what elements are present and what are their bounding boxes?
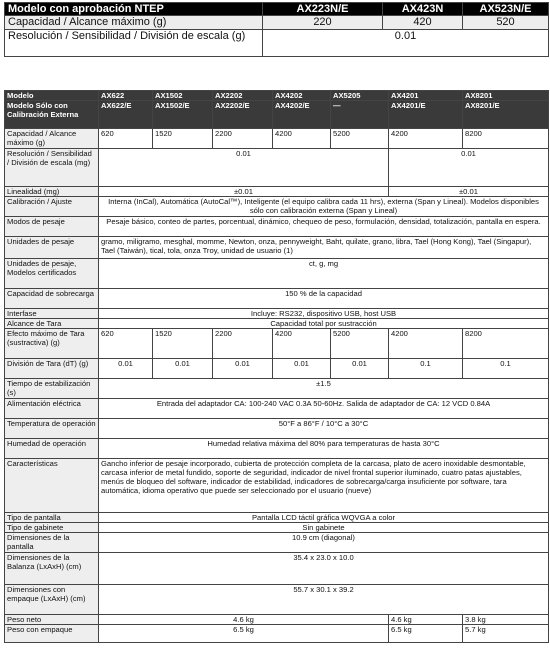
spec-tare-div-value: 0.01 — [153, 359, 213, 379]
spec-humidity-label: Humedad de operación — [5, 439, 99, 459]
spec-power-label: Alimentación eléctrica — [5, 399, 99, 419]
spec-bal-dim-value: 35.4 x 23.0 x 10.0 — [99, 553, 549, 585]
ntep-capacity-row — [5, 16, 549, 30]
spec-ext-row — [5, 101, 549, 129]
spec-interface-row — [5, 309, 549, 319]
spec-gross-value: 6.5 kg — [389, 625, 463, 643]
spec-capacity-value: 5200 — [331, 129, 389, 149]
spec-pack-dim-label: Dimensiones con empaque (LxAxH) (cm) — [5, 585, 99, 615]
spec-disp-dim-value: 10.9 cm (diagonal) — [99, 533, 549, 553]
spec-tare-row — [5, 319, 549, 329]
spec-capacity-value: 4200 — [273, 129, 331, 149]
ntep-header-row — [5, 3, 549, 16]
spec-tare-label: Alcance de Tara — [5, 319, 99, 329]
spec-capacity-value: 620 — [99, 129, 153, 149]
spec-overload-label: Capacidad de sobrecarga — [5, 289, 99, 309]
spec-net-label: Peso neto — [5, 615, 99, 625]
spec-display-label: Tipo de pantalla — [5, 513, 99, 523]
spec-features-label: Características — [5, 459, 99, 513]
spec-linearity-row — [5, 187, 549, 197]
spec-ext-model: AX1502/E — [153, 101, 213, 129]
spec-cabinet-value: Sin gabinete — [99, 523, 549, 533]
spec-gross-label: Peso con empaque — [5, 625, 99, 643]
spec-net-value: 4.6 kg — [99, 615, 389, 625]
spec-temp-row — [5, 419, 549, 439]
spec-resolution-value: 0.01 — [99, 149, 389, 187]
spec-tare-div-label: División de Tara (dT) (g) — [5, 359, 99, 379]
spec-pack-dim-row — [5, 585, 549, 615]
spec-tare-max-value: 5200 — [331, 329, 389, 359]
spec-tare-max-value: 1520 — [153, 329, 213, 359]
spec-features-row — [5, 459, 549, 513]
ntep-header-label: Modelo con aprobación NTEP — [5, 3, 263, 16]
spec-tare-max-label: Efecto máximo de Tara (sustractiva) (g) — [5, 329, 99, 359]
spec-model: AX5205 — [331, 91, 389, 101]
ntep-capacity-value: 520 — [463, 16, 549, 30]
spec-bal-dim-label: Dimensiones de la Balanza (LxAxH) (cm) — [5, 553, 99, 585]
spec-modes-label: Modos de pesaje — [5, 217, 99, 237]
ntep-header-model: AX423N — [383, 3, 463, 16]
spec-linearity-label: Linealidad (mg) — [5, 187, 99, 197]
spec-stab-value: ±1.5 — [99, 379, 549, 399]
spec-units-row — [5, 237, 549, 259]
spec-ext-model: AX622/E — [99, 101, 153, 129]
spec-overload-row — [5, 289, 549, 309]
spec-temp-label: Temperatura de operación — [5, 419, 99, 439]
spec-overload-value: 150 % de la capacidad — [99, 289, 549, 309]
spec-net-value: 4.6 kg — [389, 615, 463, 625]
spec-ext-model: AX4201/E — [389, 101, 463, 129]
spec-display-row — [5, 513, 549, 523]
spec-capacity-label: Capacidad / Alcance máximo (g) — [5, 129, 99, 149]
spec-modes-value: Pesaje básico, conteo de partes, porcentual, dinámico, chequeo de peso, formulación, densidad, totalización, pantalla en espera. — [99, 217, 549, 237]
spec-stab-label: Tiempo de estabilización (s) — [5, 379, 99, 399]
spec-ext-model: — — [331, 101, 389, 129]
spec-power-value: Entrada del adaptador CA: 100-240 VAC 0.3A 50-60Hz. Salida de adaptador de CA: 12 VCD 0.84A — [99, 399, 549, 419]
spec-resolution-label: Resolución / Sensibilidad / División de escala (mg) — [5, 149, 99, 187]
spec-calibration-value: Interna (InCal), Automática (AutoCal™), Inteligente (el equipo calibra cada 11 hrs), externa (Span y Lineal). Modelos disponibles sólo con calibración externa (Span y Lineal) — [99, 197, 549, 217]
spec-tare-max-value: 620 — [99, 329, 153, 359]
spec-humidity-value: Humedad relativa máxima del 80% para temperaturas de hasta 30°C — [99, 439, 549, 459]
spec-capacity-value: 1520 — [153, 129, 213, 149]
spec-display-value: Pantalla LCD táctil gráfica WQVGA a color — [99, 513, 549, 523]
ntep-capacity-value: 420 — [383, 16, 463, 30]
spec-interface-label: Interfase — [5, 309, 99, 319]
ntep-resolution-row — [5, 30, 549, 57]
spec-gross-value: 6.5 kg — [99, 625, 389, 643]
spec-model: AX4202 — [273, 91, 331, 101]
spec-bal-dim-row — [5, 553, 549, 585]
spec-gross-value: 5.7 kg — [463, 625, 549, 643]
spec-disp-dim-row — [5, 533, 549, 553]
spec-pack-dim-value: 55.7 x 30.1 x 39.2 — [99, 585, 549, 615]
spec-tare-div-value: 0.01 — [331, 359, 389, 379]
ntep-capacity-value: 220 — [263, 16, 383, 30]
spec-calibration-label: Calibración / Ajuste — [5, 197, 99, 217]
spec-capacity-value: 8200 — [463, 129, 549, 149]
spec-humidity-row — [5, 439, 549, 459]
spec-power-row — [5, 399, 549, 419]
spec-tare-max-value: 8200 — [463, 329, 549, 359]
spec-model-label: Modelo — [5, 91, 99, 101]
ntep-resolution-label: Resolución / Sensibilidad / División de escala (g) — [5, 30, 263, 57]
spec-gross-row — [5, 625, 549, 643]
spec-tare-div-value: 0.1 — [463, 359, 549, 379]
spec-temp-value: 50°F a 86°F / 10°C a 30°C — [99, 419, 549, 439]
spec-resolution-row — [5, 149, 549, 187]
spec-tare-max-value: 2200 — [213, 329, 273, 359]
spec-tare-div-value: 0.01 — [273, 359, 331, 379]
spec-net-row — [5, 615, 549, 625]
spec-ext-label: Modelo Sólo con Calibración Externa — [5, 101, 99, 129]
spec-resolution-value: 0.01 — [389, 149, 549, 187]
spec-model: AX622 — [99, 91, 153, 101]
spec-ext-model: AX4202/E — [273, 101, 331, 129]
spec-interface-value: Incluye: RS232, dispositivo USB, host USB — [99, 309, 549, 319]
spec-tare-div-row — [5, 359, 549, 379]
spec-tare-max-value: 4200 — [389, 329, 463, 359]
spec-model-row — [5, 91, 549, 101]
spec-ext-model: AX2202/E — [213, 101, 273, 129]
ntep-header-model: AX523N/E — [463, 3, 549, 16]
spec-net-value: 3.8 kg — [463, 615, 549, 625]
spec-tare-max-value: 4200 — [273, 329, 331, 359]
spec-cert-units-value: ct, g, mg — [99, 259, 549, 289]
spec-cabinet-label: Tipo de gabinete — [5, 523, 99, 533]
spec-model: AX8201 — [463, 91, 549, 101]
spec-cert-units-label: Unidades de pesaje, Modelos certificados — [5, 259, 99, 289]
spec-capacity-value: 2200 — [213, 129, 273, 149]
spec-table — [4, 90, 549, 643]
spec-model: AX1502 — [153, 91, 213, 101]
spec-features-value: Gancho inferior de pesaje incorporado, cubierta de protección completa de la carcasa, plato de acero inoxidable desmontable, carcasa inferior de metal fundido, soporte de seguridad, indicador de nivel frontal superior iluminado, cuatro patas ajustables, menús de bloqueo del software, indicador de estabilidad, indicadores de sobrecarga/carga insuficiente por software, tara automática, idioma operativo que puede ser seleccionado por el usuario (nueve) — [99, 459, 549, 513]
spec-modes-row — [5, 217, 549, 237]
spec-linearity-value: ±0.01 — [389, 187, 549, 197]
spec-tare-div-value: 0.01 — [213, 359, 273, 379]
spec-tare-div-value: 0.01 — [99, 359, 153, 379]
ntep-table — [4, 2, 549, 57]
spec-cabinet-row — [5, 523, 549, 533]
spec-tare-div-value: 0.1 — [389, 359, 463, 379]
spec-tare-max-row — [5, 329, 549, 359]
spec-units-value: gramo, miligramo, mesghal, momme, Newton, onza, pennyweight, Baht, quilate, grano, libra, Tael (Hong Kong), Tael (Singapur), Tael (Taiwán), tical, tola, onza Troy, unidad de usuario (1) — [99, 237, 549, 259]
spec-model: AX4201 — [389, 91, 463, 101]
spec-calibration-row — [5, 197, 549, 217]
spec-units-label: Unidades de pesaje — [5, 237, 99, 259]
spec-ext-model: AX8201/E — [463, 101, 549, 129]
ntep-resolution-value: 0.01 — [263, 30, 549, 57]
spec-linearity-value: ±0.01 — [99, 187, 389, 197]
spec-tare-value: Capacidad total por sustracción — [99, 319, 549, 329]
spec-disp-dim-label: Dimensiones de la pantalla — [5, 533, 99, 553]
spec-capacity-value: 4200 — [389, 129, 463, 149]
spec-cert-units-row — [5, 259, 549, 289]
spec-model: AX2202 — [213, 91, 273, 101]
spec-capacity-row — [5, 129, 549, 149]
ntep-capacity-label: Capacidad / Alcance máximo (g) — [5, 16, 263, 30]
ntep-header-model: AX223N/E — [263, 3, 383, 16]
spec-stab-row — [5, 379, 549, 399]
